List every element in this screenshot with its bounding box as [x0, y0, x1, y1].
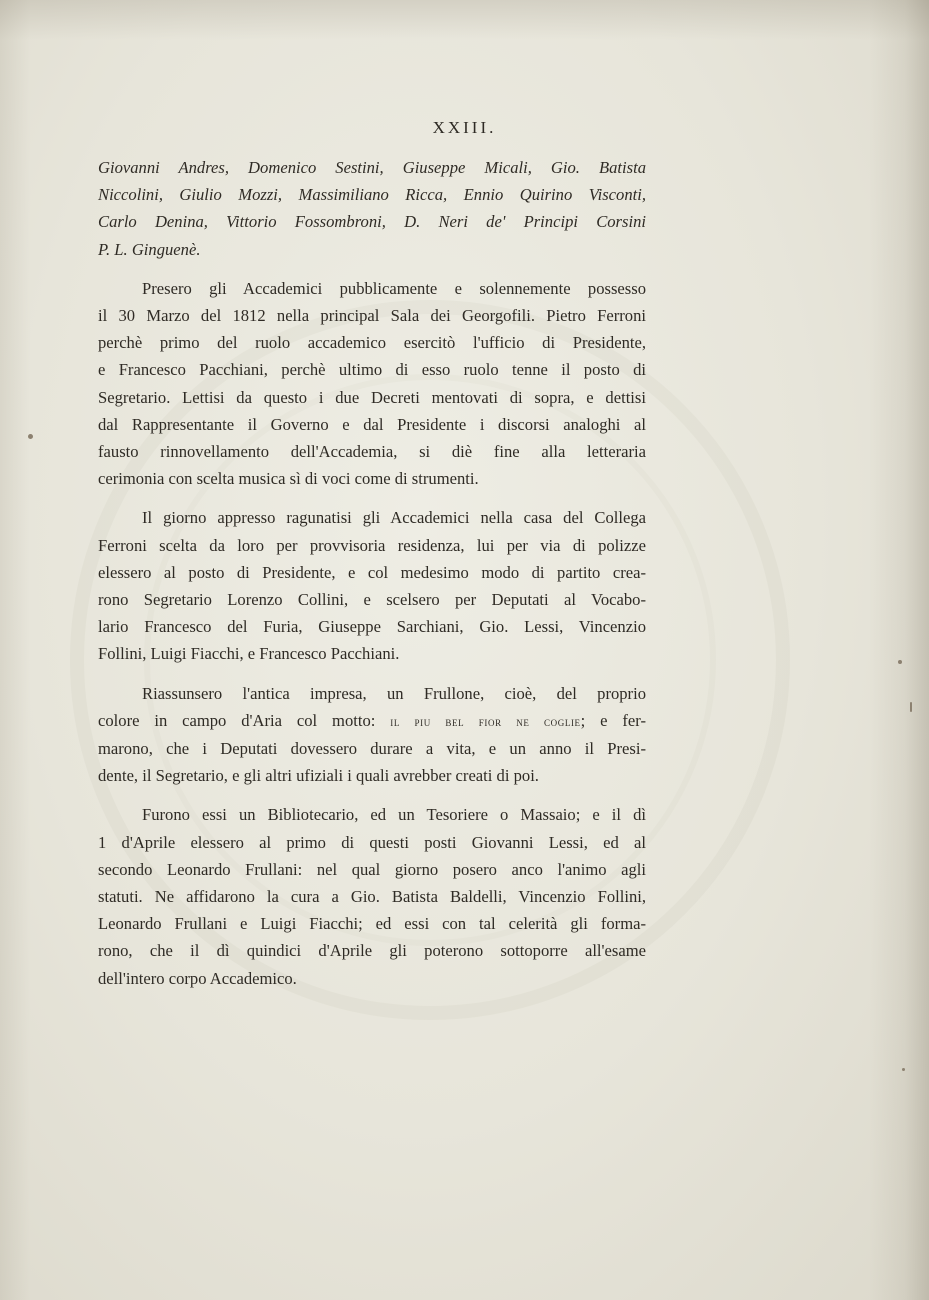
text-line: Giovanni Andres, Domenico Sestini, Giuseppe Micali, Gio. Batista — [98, 158, 646, 177]
paragraph-officers — [98, 801, 646, 991]
paragraph-possession — [98, 275, 646, 493]
page-shadow-right — [869, 0, 929, 1300]
text-line: dal Rappresentante il Governo e dal Presidente i discorsi analoghi al — [98, 414, 646, 434]
text-line: Ferroni scelta da loro per provvisoria residenza, lui per via di polizze — [98, 535, 646, 555]
page-body — [98, 154, 646, 992]
text-line: Leonardo Frullani e Luigi Fiacchi; ed essi con tal celerità gli forma- — [98, 914, 646, 934]
paragraph-emblem — [98, 680, 646, 790]
text-line: rono Segretario Lorenzo Collini, e scelsero per Deputati al Vocabo- — [98, 590, 646, 610]
text-line: Follini, Luigi Fiacchi, e Francesco Pacchiani. — [98, 644, 400, 664]
text-line: statuti. Ne affidarono la cura a Gio. Batista Baldelli, Vincenzio Follini, — [98, 887, 646, 907]
paper-speck — [898, 660, 902, 664]
text-line: dell'intero corpo Accademico. — [98, 968, 297, 988]
text-line: 1 d'Aprile elessero al primo di questi posti Giovanni Lessi, ed al — [98, 832, 646, 852]
text-line-with-motto — [98, 707, 646, 735]
text-line: elessero al posto di Presidente, e col medesimo modo di partito crea- — [98, 562, 646, 582]
text-line: perchè primo del ruolo accademico esercitò l'ufficio di Presidente, — [98, 333, 646, 353]
text-line: Segretario. Lettisi da questo i due Decreti mentovati di sopra, e dettisi — [98, 387, 646, 407]
text-line: rono, che il dì quindici d'Aprile gli poterono sottoporre all'esame — [98, 941, 646, 961]
motto-intro: colore in campo d'Aria col motto: — [98, 710, 376, 730]
text-line: P. L. Ginguenè. — [98, 239, 201, 259]
text-line: lario Francesco del Furia, Giuseppe Sarchiani, Gio. Lessi, Vincenzio — [98, 617, 646, 637]
text-line: Presero gli Accademici pubblicamente e solennemente possesso — [142, 278, 646, 298]
text-line: secondo Leonardo Frullani: nel qual giorno posero anco l'animo agli — [98, 859, 646, 879]
motto-after: ; e fer- — [580, 710, 646, 730]
text-line: Riassunsero l'antica impresa, un Frullone, cioè, del proprio — [142, 683, 646, 703]
text-line: cerimonia con scelta musica sì di voci come di strumenti. — [98, 469, 479, 489]
text-line: fausto rinnovellamento dell'Accademia, si diè fine alla letteraria — [98, 442, 646, 462]
text-line: e Francesco Pacchiani, perchè ultimo di esso ruolo tenne il posto di — [98, 360, 646, 380]
text-line: marono, che i Deputati dovessero durare a vita, e un anno il Presi- — [98, 739, 646, 759]
page-shadow-top — [0, 0, 929, 40]
text-line: Niccolini, Giulio Mozzi, Massimiliano Ricca, Ennio Quirino Visconti, — [98, 185, 646, 205]
paragraph-elections — [98, 504, 646, 667]
academy-motto: il piu bel fior ne coglie — [390, 713, 581, 729]
academicians-names-list — [98, 154, 646, 263]
text-line: Carlo Denina, Vittorio Fossombroni, D. Neri de' Principi Corsini — [98, 212, 646, 232]
paper-speck — [28, 434, 33, 439]
paper-speck — [902, 1068, 905, 1071]
text-line: Furono essi un Bibliotecario, ed un Tesoriere o Massaio; e il dì — [142, 805, 646, 825]
page-shadow-left — [0, 0, 30, 1300]
text-line: Il giorno appresso ragunatisi gli Accademici nella casa del Collega — [142, 508, 646, 528]
text-line: dente, il Segretario, e gli altri ufiziali i quali avrebber creati di poi. — [98, 766, 539, 786]
text-line: il 30 Marzo del 1812 nella principal Sala dei Georgofili. Pietro Ferroni — [98, 306, 646, 326]
paper-speck — [910, 702, 912, 712]
page-number: XXIII. — [432, 118, 497, 137]
